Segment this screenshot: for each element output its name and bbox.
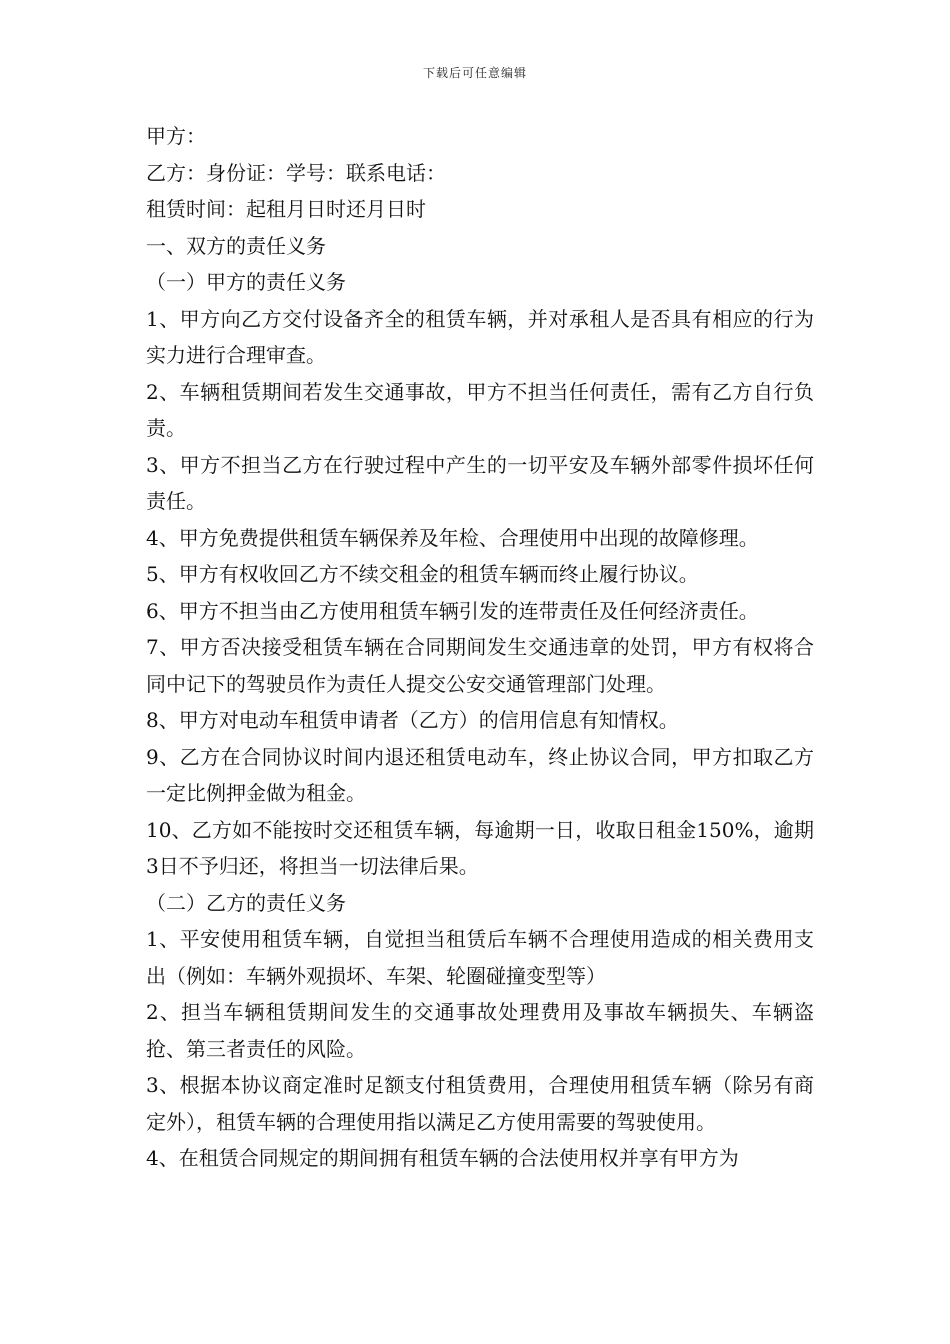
clause-paragraph: 10、乙方如不能按时交还租赁车辆，每逾期一日，收取日租金150%，逾期3日不予归还，将担当一切法律后果。 — [146, 817, 814, 878]
page-header: 下载后可任意编辑 — [422, 66, 527, 80]
clause-paragraph: 2、车辆租赁期间若发生交通事故，甲方不担当任何责任，需有乙方自行负责。 — [146, 379, 814, 440]
clause-paragraph: 3、甲方不担当乙方在行驶过程中产生的一切平安及车辆外部零件损坏任何责任。 — [146, 452, 814, 513]
section-heading: 一、双方的责任义务 — [146, 233, 326, 258]
document-body — [146, 118, 814, 1177]
clause-paragraph: 3、根据本协议商定准时足额支付租赁费用，合理使用租赁车辆（除另有商定外），租赁车辆的合理使用指以满足乙方使用需要的驾驶使用。 — [146, 1073, 814, 1134]
clause-paragraph: 7、甲方否决接受租赁车辆在合同期间发生交通违章的处罚，甲方有权将合同中记下的驾驶员作为责任人提交公安交通管理部门处理。 — [146, 635, 814, 696]
clause-paragraph: 4、在租赁合同规定的期间拥有租赁车辆的合法使用权并享有甲方为 — [146, 1146, 739, 1170]
clause-paragraph: 4、甲方免费提供租赁车辆保养及年检、合理使用中出现的故障修理。 — [146, 525, 759, 550]
subsection-heading: （二）乙方的责任义务 — [146, 890, 346, 915]
subsection-heading: （一）甲方的责任义务 — [146, 270, 346, 294]
party-b-line: 乙方：身份证：学号：联系电话： — [146, 160, 446, 185]
clause-paragraph: 2、担当车辆租赁期间发生的交通事故处理费用及事故车辆损失、车辆盗抢、第三者责任的风险。 — [146, 1000, 814, 1061]
clause-paragraph: 5、甲方有权收回乙方不续交租金的租赁车辆而终止履行协议。 — [146, 562, 699, 586]
clause-paragraph: 1、甲方向乙方交付设备齐全的租赁车辆，并对承租人是否具有相应的行为实力进行合理审查。 — [146, 306, 814, 367]
party-a-line: 甲方： — [146, 124, 206, 148]
lease-time-line: 租赁时间：起租月日时还月日时 — [146, 197, 426, 221]
clause-paragraph: 6、甲方不担当由乙方使用租赁车辆引发的连带责任及任何经济责任。 — [146, 598, 759, 623]
clause-paragraph: 8、甲方对电动车租赁申请者（乙方）的信用信息有知情权。 — [146, 708, 679, 732]
clause-paragraph: 1、平安使用租赁车辆，自觉担当租赁后车辆不合理使用造成的相关费用支出（例如：车辆外观损坏、车架、轮圈碰撞变型等） — [146, 927, 814, 988]
clause-paragraph: 9、乙方在合同协议时间内退还租赁电动车，终止协议合同，甲方扣取乙方一定比例押金做为租金。 — [146, 744, 814, 805]
